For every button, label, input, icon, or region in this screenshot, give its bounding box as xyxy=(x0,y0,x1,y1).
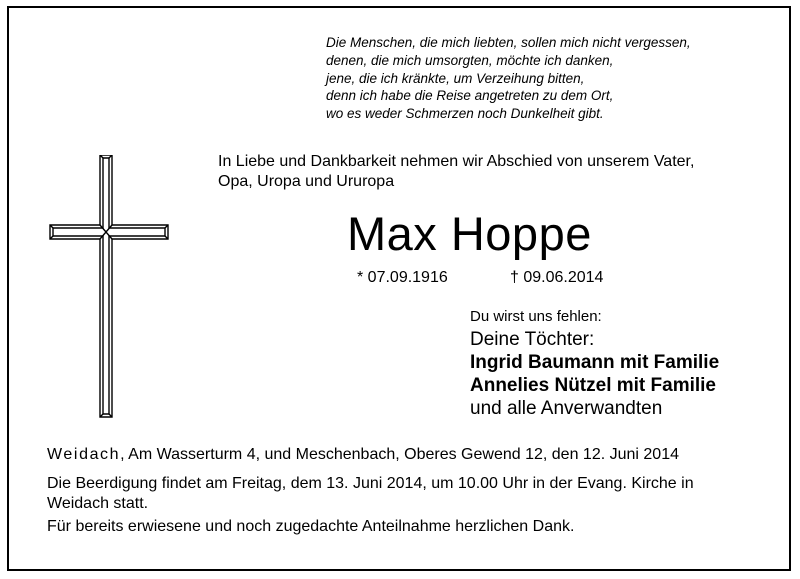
cross-icon xyxy=(48,155,172,424)
daughters-label: Deine Töchter: xyxy=(470,329,595,350)
location-rest: , Am Wasserturm 4, und Meschenbach, Oberes Gewend 12, den 12. Juni 2014 xyxy=(120,446,679,463)
death-date: † 09.06.2014 xyxy=(510,269,604,286)
other-relatives: und alle Anverwandten xyxy=(470,398,663,419)
deceased-name: Max Hoppe xyxy=(347,207,592,260)
intro-line-2: Opa, Uropa und Ururopa xyxy=(218,172,395,190)
intro-line-1: In Liebe und Dankbarkeit nehmen wir Abschied von unserem Vater, xyxy=(218,153,695,170)
family-name-2: Annelies Nützel mit Familie xyxy=(470,375,716,396)
thanks-text: Für bereits erwiesene und noch zugedachte Anteilnahme herzlichen Dank. xyxy=(47,518,575,535)
poem-line: Die Menschen, die mich liebten, sollen mich nicht vergessen, xyxy=(326,35,691,50)
poem-line: denn ich habe die Reise angetreten zu dem Ort, xyxy=(326,88,614,104)
town-name: Weidach xyxy=(47,446,121,463)
birth-date: * 07.09.1916 xyxy=(357,269,448,286)
family-name-1: Ingrid Baumann mit Familie xyxy=(470,352,720,373)
poem-line: jene, die ich kränkte, um Verzeihung bitten, xyxy=(326,70,585,86)
location-line xyxy=(47,446,679,464)
mourners-block xyxy=(470,306,719,420)
funeral-info: Die Beerdigung findet am Freitag, dem 13. Juni 2014, um 10.00 Uhr in der Evang. Kirche in Weidach statt. xyxy=(47,475,694,512)
intro-text xyxy=(218,152,694,191)
poem xyxy=(326,34,691,123)
poem-line: denen, die mich umsorgten, möchte ich danken, xyxy=(326,52,614,68)
mourners-heading: Du wirst uns fehlen: xyxy=(470,308,602,325)
poem-line: wo es weder Schmerzen noch Dunkelheit gibt. xyxy=(326,106,604,122)
